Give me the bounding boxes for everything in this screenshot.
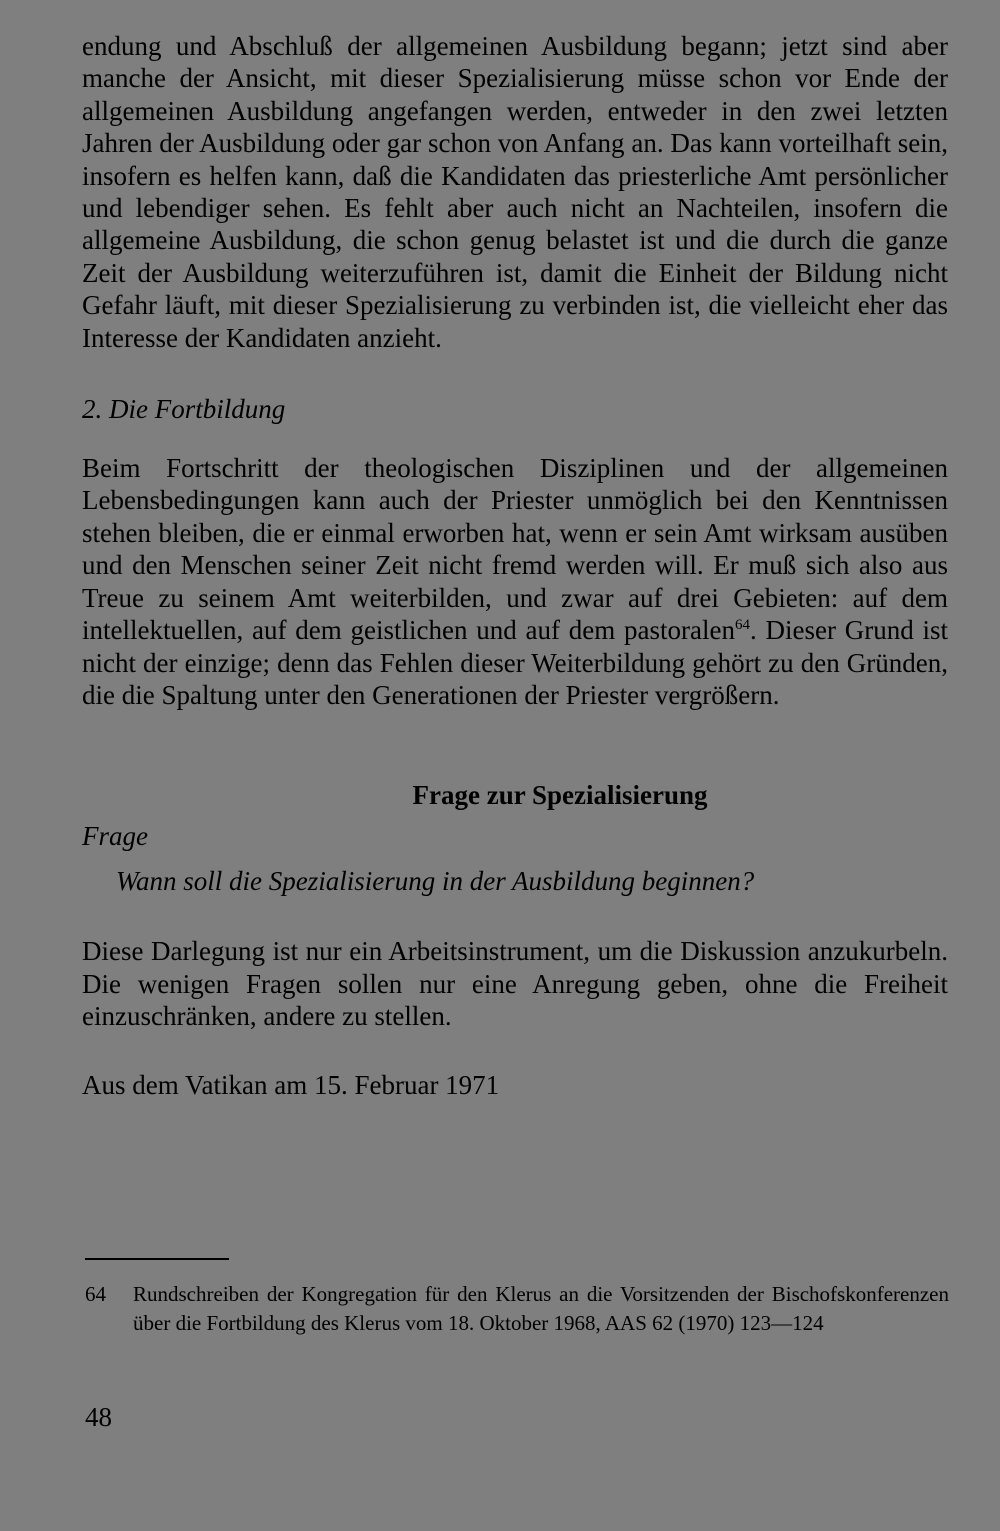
footnote-number: 64 xyxy=(85,1282,106,1306)
footnote xyxy=(85,1280,949,1338)
footnote-divider xyxy=(85,1258,229,1260)
dateline: Aus dem Vatikan am 15. Februar 1971 xyxy=(82,1069,500,1100)
page-number: 48 xyxy=(85,1402,112,1432)
question-heading: Frage zur Spezialisierung xyxy=(412,780,708,811)
footnote-text: Rundschreiben der Kongregation für den Klerus an die Vorsitzenden der Bischofskonferenzen über die Fortbildung des Klerus vom 18. Oktober 1968, AAS 62 (1970) 123—124 xyxy=(133,1282,949,1335)
paragraph-fortbildung-part-b: . Dieser Grund ist nicht der einzige; denn das Fehlen dieser Weiterbildung gehört zu den Gründen, die die Spaltung unter den Generationen der Priester vergrößern. xyxy=(82,615,948,710)
paragraph-fortbildung xyxy=(82,452,948,711)
paragraph-fortbildung-part-a: Beim Fortschritt der theologischen Disziplinen und der allgemeinen Lebensbedingungen kann auch der Priester unmöglich bei den Kenntnissen stehen bleiben, die er einmal erworben hat, wenn er sein Amt wirksam ausüben und den Menschen seiner Zeit nicht fremd werden will. Er muß sich also aus Treue zu seinem Amt weiterbilden, und zwar auf drei Gebieten: auf dem intellektuellen, auf dem geistlichen und auf dem pastoralen xyxy=(82,453,948,646)
closing-paragraph: Diese Darlegung ist nur ein Arbeitsinstrument, um die Diskussion anzukurbeln. Die wenigen Fragen sollen nur eine Anregung geben, ohne die Freiheit einzuschränken, andere zu stellen. xyxy=(82,936,948,1032)
footnote-reference: 64 xyxy=(734,617,750,634)
question-label: Frage xyxy=(82,821,148,852)
question-text: Wann soll die Spezialisierung in der Ausbildung beginnen? xyxy=(116,866,755,897)
page-body xyxy=(82,30,948,1101)
section-heading-fortbildung: 2. Die Fortbildung xyxy=(82,394,286,425)
paragraph-1: endung und Abschluß der allgemeinen Ausbildung begann; jetzt sind aber manche der Ansicht, mit dieser Spezialisierung müsse schon vor Ende der allgemeinen Ausbildung angefangen werden, entweder in den zwei letzten Jahren der Ausbildung oder gar schon von Anfang an. Das kann vorteilhaft sein, insofern es helfen kann, daß die Kandidaten das priesterliche Amt persönlicher und lebendiger sehen. Es fehlt aber auch nicht an Nachteilen, insofern die allgemeine Ausbildung, die schon genug belastet ist und die durch die ganze Zeit der Ausbildung weiterzuführen ist, damit die Einheit der Bildung nicht Gefahr läuft, mit dieser Spezialisierung zu verbinden ist, die vielleicht eher das Interesse der Kandidaten anzieht. xyxy=(82,31,948,353)
